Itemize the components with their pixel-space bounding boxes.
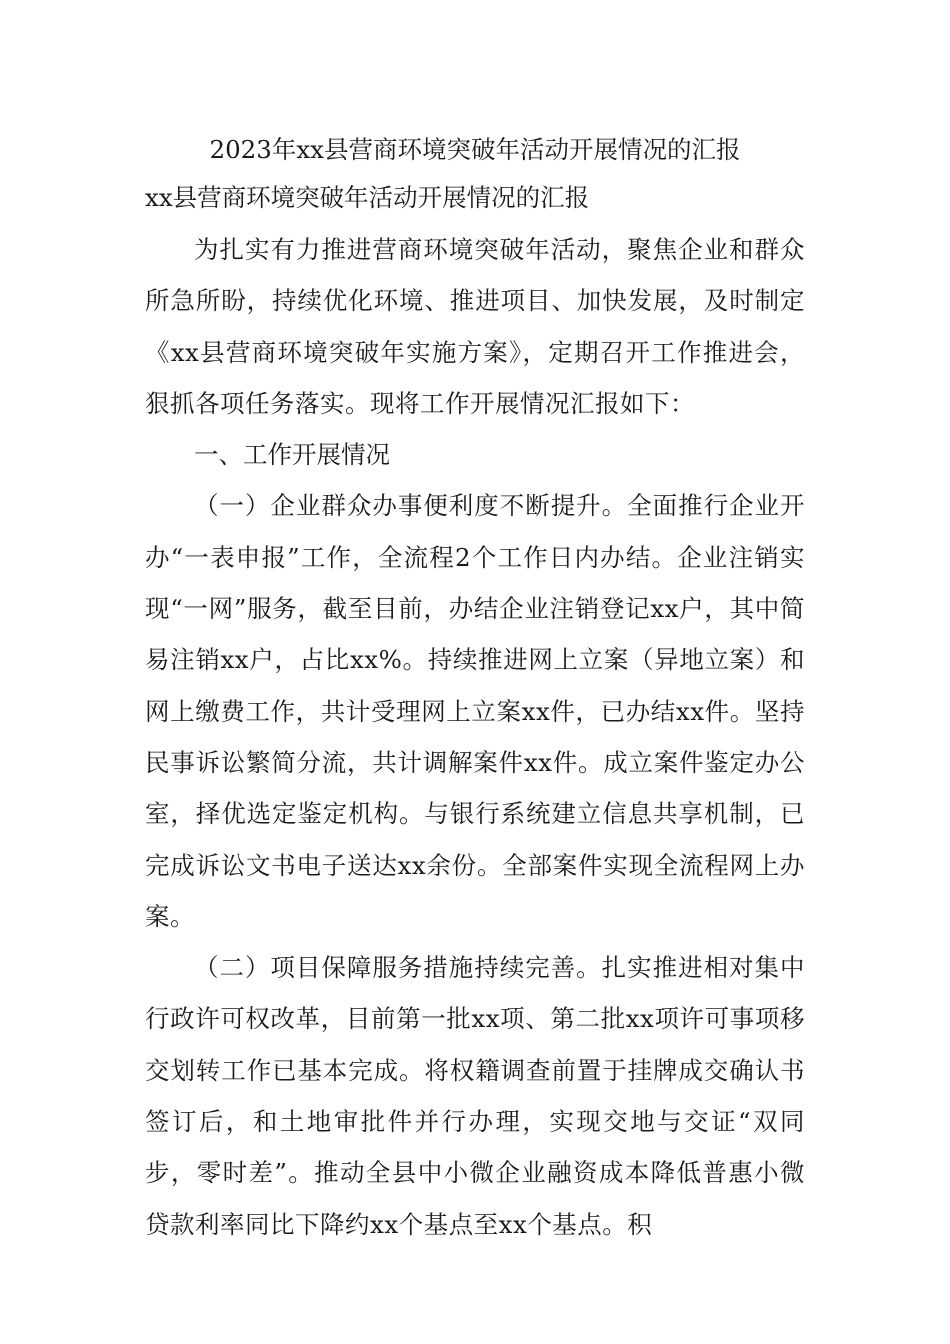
body-paragraph-1: （一）企业群众办事便利度不断提升。全面推行企业开办“一表申报”工作，全流程2个工作日内办结。企业注销实现“一网”服务，截至目前，办结企业注销登记xx户，其中简易注销xx户，占比xx%。持续推进网上立案（异地立案）和网上缴费工作，共计受理网上立案xx件，已办结xx件。坚持民事诉讼繁简分流，共计调解案件xx件。成立案件鉴定办公室，择优选定鉴定机构。与银行系统建立信息共享机制，已完成诉讼文书电子送达xx余份。全部案件实现全流程网上办案。 <box>145 491 805 931</box>
document-title: 2023年xx县营商环境突破年活动开展情况的汇报 <box>209 135 741 164</box>
document-body <box>145 128 805 1250</box>
section-heading: 一、工作开展情况 <box>194 440 390 470</box>
body-paragraph-2: （二）项目保障服务措施持续完善。扎实推进相对集中行政许可权改革，目前第一批xx项、第二批xx项许可事项移交划转工作已基本完成。将权籍调查前置于挂牌成交确认书签订后，和土地审批件并行办理，实现交地与交证“双同步，零时差”。推动全县中小微企业融资成本降低普惠小微贷款利率同比下降约xx个基点至xx个基点。积 <box>145 953 805 1239</box>
intro-paragraph: 为扎实有力推进营商环境突破年活动，聚焦企业和群众所急所盼，持续优化环境、推进项目、加快发展，及时制定《xx县营商环境突破年实施方案》，定期召开工作推进会，狠抓各项任务落实。现将工作开展情况汇报如下： <box>145 235 805 418</box>
document-subtitle: xx县营商环境突破年活动开展情况的汇报 <box>145 183 590 212</box>
